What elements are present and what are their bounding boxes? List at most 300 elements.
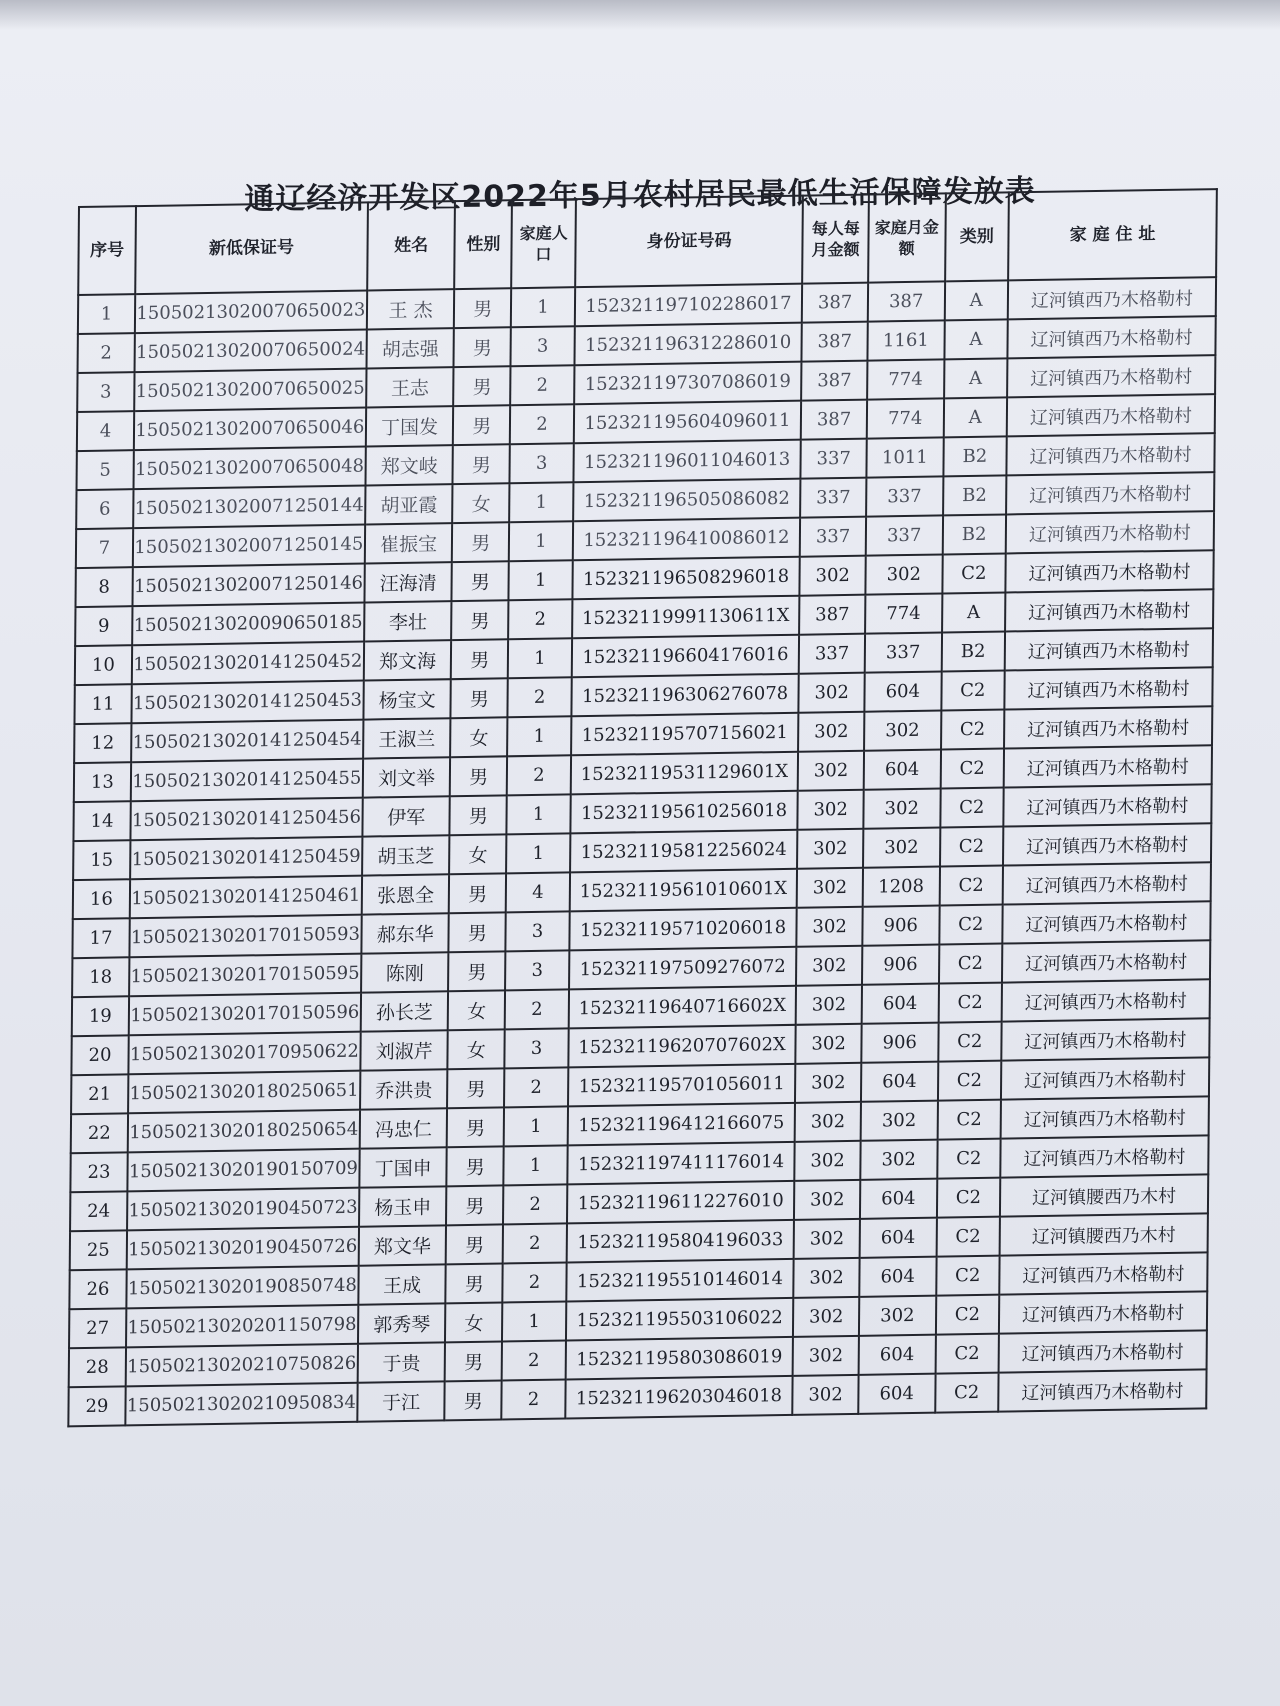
cell-sex: 男 [449, 873, 506, 913]
cell-monthly: 604 [859, 1335, 936, 1375]
cell-idno: 152321195803086019 [565, 1337, 793, 1380]
cell-sex: 男 [446, 1224, 503, 1264]
cell-family: 4 [506, 872, 570, 912]
cell-type: C2 [937, 1100, 1001, 1140]
cell-per: 302 [795, 1141, 861, 1181]
cell-monthly: 387 [868, 281, 945, 321]
cell-monthly: 302 [860, 1140, 937, 1180]
cell-sex: 男 [446, 1263, 503, 1303]
cell-sex: 男 [454, 327, 511, 367]
cell-monthly: 302 [863, 828, 940, 868]
header-type: 类别 [945, 192, 1009, 281]
cell-name: 王 杰 [367, 289, 455, 329]
cell-per: 302 [797, 829, 863, 869]
cell-cert: 15050213020141250456 [130, 798, 362, 841]
cell-family: 3 [505, 1028, 569, 1068]
cell-sex: 女 [449, 834, 506, 874]
cell-sex: 男 [449, 912, 506, 952]
cell-family: 1 [504, 1145, 568, 1185]
cell-seq: 25 [70, 1230, 127, 1270]
cell-type: C2 [935, 1295, 999, 1335]
cell-sex: 男 [447, 1107, 504, 1147]
cell-seq: 5 [77, 450, 134, 490]
cell-cert: 15050213020070650025 [134, 368, 366, 411]
cell-name: 郑文华 [359, 1225, 447, 1265]
cell-type: C2 [935, 1334, 999, 1374]
cell-name: 孙长芝 [361, 991, 449, 1031]
header-name: 姓名 [367, 201, 455, 290]
cell-family: 1 [508, 638, 572, 678]
cell-idno: 152321196412166075 [567, 1103, 795, 1146]
cell-name: 于贵 [358, 1342, 446, 1382]
cell-idno: 152321196505086082 [573, 479, 801, 522]
cell-addr: 辽河镇腰西乃木村 [1000, 1174, 1208, 1216]
cell-idno: 152321195604096011 [574, 401, 802, 444]
cell-name: 王成 [358, 1264, 446, 1304]
cell-monthly: 774 [867, 359, 944, 399]
cell-monthly: 302 [865, 554, 942, 594]
cell-type: C2 [937, 1178, 1001, 1218]
cell-name: 冯忠仁 [360, 1108, 448, 1148]
cell-monthly: 337 [866, 515, 943, 555]
cell-type: C2 [937, 1139, 1001, 1179]
cell-family: 1 [507, 716, 571, 756]
header-cert: 新低保证号 [135, 202, 368, 294]
cell-sex: 男 [454, 366, 511, 406]
cell-idno: 152321196508296018 [572, 557, 800, 600]
cell-idno: 15232119620707602X [568, 1025, 796, 1068]
cell-addr: 辽河镇西乃木格勒村 [1003, 862, 1211, 904]
cell-idno: 152321195701056011 [568, 1064, 796, 1107]
cell-family: 1 [502, 1301, 566, 1341]
cell-monthly: 302 [864, 711, 941, 751]
cell-seq: 28 [69, 1347, 126, 1387]
cell-type: C2 [936, 1217, 1000, 1257]
cell-type: C2 [938, 1022, 1002, 1062]
cell-type: C2 [941, 671, 1005, 711]
cell-idno: 15232119561010601X [569, 869, 797, 912]
cell-seq: 16 [73, 879, 130, 919]
cell-idno: 152321196011046013 [573, 440, 801, 483]
cell-addr: 辽河镇西乃木格勒村 [1004, 745, 1212, 787]
cell-family: 2 [507, 755, 571, 795]
cell-addr: 辽河镇西乃木格勒村 [1002, 901, 1210, 943]
cell-per: 302 [796, 985, 862, 1025]
cell-seq: 8 [75, 567, 132, 607]
cell-monthly: 604 [861, 1062, 938, 1102]
cell-family: 2 [508, 677, 572, 717]
cell-family: 1 [506, 833, 570, 873]
cell-sex: 男 [453, 444, 510, 484]
cell-sex: 男 [445, 1380, 502, 1420]
cell-cert: 15050213020141250455 [131, 759, 363, 802]
cell-seq: 14 [73, 801, 130, 841]
cell-addr: 辽河镇西乃木格勒村 [1006, 433, 1214, 475]
cell-per: 302 [797, 868, 863, 908]
cell-type: C2 [941, 710, 1005, 750]
cell-type: C2 [935, 1373, 999, 1413]
cell-monthly: 604 [864, 671, 941, 711]
cell-per: 302 [793, 1336, 859, 1376]
cell-monthly: 1011 [866, 437, 943, 477]
cell-sex: 男 [445, 1341, 502, 1381]
header-idno: 身份证号码 [575, 196, 803, 288]
cell-sex: 男 [453, 405, 510, 445]
cell-family: 3 [506, 911, 570, 951]
cell-seq: 13 [74, 762, 131, 802]
cell-sex: 男 [452, 600, 509, 640]
cell-addr: 辽河镇西乃木格勒村 [999, 1330, 1207, 1372]
cell-monthly: 604 [862, 984, 939, 1024]
cell-seq: 27 [69, 1308, 126, 1348]
cell-per: 337 [801, 439, 867, 479]
cell-monthly: 302 [861, 1101, 938, 1141]
cell-addr: 辽河镇西乃木格勒村 [1002, 940, 1210, 982]
cell-addr: 辽河镇西乃木格勒村 [1007, 316, 1215, 358]
cell-cert: 15050213020170150593 [129, 915, 361, 958]
cell-addr: 辽河镇西乃木格勒村 [1005, 550, 1213, 592]
cell-monthly: 906 [861, 1023, 938, 1063]
cell-seq: 1 [78, 294, 135, 334]
cell-sex: 女 [450, 717, 507, 757]
cell-sex: 男 [450, 756, 507, 796]
cell-seq: 7 [76, 528, 133, 568]
cell-family: 2 [510, 404, 574, 444]
cell-cert: 15050213020190150709 [127, 1149, 359, 1192]
cell-name: 丁国发 [366, 406, 454, 446]
cell-family: 2 [504, 1067, 568, 1107]
cell-cert: 15050213020070650024 [134, 329, 366, 372]
cell-name: 郑文岐 [365, 445, 453, 485]
cell-monthly: 302 [863, 789, 940, 829]
cell-monthly: 604 [859, 1257, 936, 1297]
cell-idno: 152321196604176016 [571, 635, 799, 678]
cell-per: 337 [799, 634, 865, 674]
cell-cert: 15050213020170950622 [128, 1032, 360, 1075]
cell-sex: 女 [448, 990, 505, 1030]
cell-cert: 15050213020070650023 [135, 290, 367, 333]
cell-idno: 152321195804196033 [566, 1220, 794, 1263]
cell-seq: 24 [70, 1191, 127, 1231]
cell-seq: 20 [71, 1035, 128, 1075]
cell-per: 302 [795, 1063, 861, 1103]
cell-monthly: 302 [859, 1296, 936, 1336]
cell-type: C2 [939, 866, 1003, 906]
header-addr: 家 庭 住 址 [1008, 189, 1217, 280]
cell-type: C2 [942, 553, 1006, 593]
cell-monthly: 604 [858, 1374, 935, 1414]
cell-seq: 9 [75, 606, 132, 646]
cell-name: 胡亚霞 [365, 484, 453, 524]
cell-sex: 男 [452, 561, 509, 601]
cell-type: A [944, 358, 1008, 398]
cell-cert: 15050213020190450726 [127, 1227, 359, 1270]
cell-idno: 152321195510146014 [566, 1259, 794, 1302]
cell-monthly: 337 [866, 476, 943, 516]
cell-cert: 15050213020180250651 [128, 1071, 360, 1114]
cell-family: 2 [510, 365, 574, 405]
cell-family: 2 [508, 599, 572, 639]
cell-seq: 11 [74, 684, 131, 724]
cell-per: 337 [800, 478, 866, 518]
cell-type: C2 [938, 1061, 1002, 1101]
cell-per: 302 [794, 1258, 860, 1298]
cell-sex: 男 [447, 1068, 504, 1108]
cell-addr: 辽河镇西乃木格勒村 [1001, 1018, 1209, 1060]
cell-per: 302 [798, 751, 864, 791]
table-body [68, 277, 1216, 1426]
cell-per: 302 [793, 1375, 859, 1415]
cell-family: 2 [503, 1223, 567, 1263]
cell-cert: 15050213020071250145 [133, 525, 365, 568]
cell-idno: 152321196112276010 [567, 1181, 795, 1224]
cell-addr: 辽河镇西乃木格勒村 [999, 1252, 1207, 1294]
cell-idno: 152321196312286010 [574, 323, 802, 366]
cell-name: 李壮 [364, 601, 452, 641]
cell-idno: 152321195610256018 [570, 791, 798, 834]
cell-seq: 3 [77, 372, 134, 412]
top-shadow [0, 0, 1280, 30]
cell-addr: 辽河镇西乃木格勒村 [1005, 628, 1213, 670]
cell-idno: 152321195503106022 [566, 1298, 794, 1341]
cell-per: 302 [794, 1219, 860, 1259]
cell-cert: 15050213020201150798 [126, 1305, 358, 1348]
cell-family: 2 [502, 1379, 566, 1419]
cell-per: 387 [802, 283, 868, 323]
cell-cert: 15050213020141250459 [130, 837, 362, 880]
cell-monthly: 604 [864, 750, 941, 790]
cell-addr: 辽河镇西乃木格勒村 [1004, 706, 1212, 748]
cell-name: 杨宝文 [363, 679, 451, 719]
cell-type: C2 [940, 749, 1004, 789]
cell-type: C2 [938, 983, 1002, 1023]
cell-idno: 15232119531129601X [570, 752, 798, 795]
cell-type: A [942, 592, 1006, 632]
cell-cert: 15050213020190450723 [127, 1188, 359, 1231]
cell-family: 2 [503, 1184, 567, 1224]
cell-addr: 辽河镇西乃木格勒村 [1002, 979, 1210, 1021]
cell-family: 1 [509, 482, 573, 522]
cell-seq: 26 [69, 1269, 126, 1309]
cell-seq: 19 [72, 996, 129, 1036]
cell-seq: 12 [74, 723, 131, 763]
cell-family: 1 [509, 521, 573, 561]
cell-per: 387 [801, 361, 867, 401]
cell-cert: 15050213020170150596 [129, 993, 361, 1036]
cell-idno: 152321197509276072 [569, 947, 797, 990]
cell-family: 3 [511, 326, 575, 366]
cell-idno: 152321197307086019 [574, 362, 802, 405]
cell-type: C2 [939, 944, 1003, 984]
cell-cert: 15050213020090650185 [132, 603, 364, 646]
cell-cert: 15050213020210950834 [125, 1383, 357, 1426]
cell-per: 302 [798, 712, 864, 752]
cell-seq: 17 [72, 918, 129, 958]
cell-addr: 辽河镇西乃木格勒村 [1007, 355, 1215, 397]
cell-cert: 15050213020141250461 [130, 876, 362, 919]
cell-monthly: 774 [867, 398, 944, 438]
cell-idno: 152321197102286017 [575, 284, 803, 327]
cell-sex: 女 [445, 1302, 502, 1342]
cell-name: 张恩全 [362, 874, 450, 914]
cell-idno: 152321195707156021 [571, 713, 799, 756]
cell-addr: 辽河镇西乃木格勒村 [999, 1291, 1207, 1333]
cell-family: 3 [505, 950, 569, 990]
header-family: 家庭人口 [511, 199, 575, 288]
cell-monthly: 906 [862, 906, 939, 946]
cell-cert: 15050213020141250452 [132, 642, 364, 685]
cell-monthly: 906 [862, 945, 939, 985]
cell-monthly: 774 [865, 593, 942, 633]
cell-name: 杨玉申 [359, 1186, 447, 1226]
cell-name: 刘淑芹 [360, 1030, 448, 1070]
cell-cert: 15050213020141250453 [131, 681, 363, 724]
cell-family: 2 [505, 989, 569, 1029]
cell-per: 302 [795, 1102, 861, 1142]
table-container [67, 188, 1218, 1427]
cell-addr: 辽河镇西乃木格勒村 [1007, 394, 1215, 436]
cell-sex: 男 [451, 678, 508, 718]
cell-addr: 辽河镇西乃木格勒村 [1004, 667, 1212, 709]
cell-sex: 男 [448, 951, 505, 991]
cell-seq: 21 [71, 1074, 128, 1114]
cell-idno: 152321196203046018 [565, 1376, 793, 1419]
cell-type: A [944, 280, 1008, 320]
header-monthly: 家庭月金额 [868, 193, 945, 282]
cell-per: 337 [800, 517, 866, 557]
cell-seq: 10 [75, 645, 132, 685]
cell-name: 崔振宝 [365, 523, 453, 563]
cell-name: 刘文举 [363, 757, 451, 797]
cell-cert: 15050213020190850748 [126, 1266, 358, 1309]
cell-per: 387 [802, 322, 868, 362]
cell-type: B2 [943, 475, 1007, 515]
cell-per: 302 [800, 556, 866, 596]
cell-name: 郑文海 [364, 640, 452, 680]
cell-type: B2 [942, 514, 1006, 554]
cell-cert: 15050213020070650046 [134, 408, 366, 451]
cell-seq: 15 [73, 840, 130, 880]
cell-addr: 辽河镇西乃木格勒村 [1003, 823, 1211, 865]
cell-name: 于江 [357, 1381, 445, 1421]
cell-seq: 4 [77, 411, 134, 451]
cell-cert: 15050213020170150595 [129, 954, 361, 997]
cell-sex: 男 [452, 522, 509, 562]
cell-seq: 29 [68, 1386, 125, 1426]
cell-name: 胡志强 [366, 328, 454, 368]
cell-family: 3 [510, 443, 574, 483]
cell-idno: 152321196410086012 [573, 518, 801, 561]
cell-type: C2 [936, 1256, 1000, 1296]
cell-sex: 男 [447, 1146, 504, 1186]
cell-name: 伊军 [362, 796, 450, 836]
cell-name: 乔洪贵 [360, 1069, 448, 1109]
cell-name: 郭秀琴 [358, 1303, 446, 1343]
cell-family: 1 [507, 794, 571, 834]
cell-addr: 辽河镇西乃木格勒村 [998, 1369, 1206, 1411]
cell-seq: 6 [76, 489, 133, 529]
cell-seq: 18 [72, 957, 129, 997]
cell-per: 302 [799, 673, 865, 713]
cell-type: C2 [939, 905, 1003, 945]
cell-monthly: 604 [860, 1179, 937, 1219]
cell-monthly: 1161 [867, 320, 944, 360]
cell-idno: 152321195812256024 [570, 830, 798, 873]
cell-family: 1 [509, 560, 573, 600]
cell-addr: 辽河镇腰西乃木村 [1000, 1213, 1208, 1255]
cell-addr: 辽河镇西乃木格勒村 [1006, 511, 1214, 553]
cell-family: 1 [504, 1106, 568, 1146]
cell-per: 387 [799, 595, 865, 635]
cell-cert: 15050213020141250454 [131, 720, 363, 763]
cell-family: 2 [503, 1262, 567, 1302]
header-sex: 性别 [455, 200, 513, 289]
cell-monthly: 604 [860, 1218, 937, 1258]
cell-addr: 辽河镇西乃木格勒村 [1005, 589, 1213, 631]
header-per: 每人每月金额 [802, 195, 868, 284]
cell-per: 302 [797, 907, 863, 947]
cell-cert: 15050213020070650048 [133, 447, 365, 490]
cell-sex: 男 [454, 288, 511, 328]
cell-sex: 女 [448, 1029, 505, 1069]
cell-addr: 辽河镇西乃木格勒村 [1006, 472, 1214, 514]
cell-idno: 152321196306276078 [571, 674, 799, 717]
cell-family: 1 [511, 287, 575, 327]
cell-type: B2 [941, 631, 1005, 671]
cell-addr: 辽河镇西乃木格勒村 [1001, 1096, 1209, 1138]
cell-monthly: 1208 [863, 867, 940, 907]
cell-sex: 男 [451, 639, 508, 679]
cell-per: 387 [801, 400, 867, 440]
cell-per: 302 [798, 790, 864, 830]
cell-name: 汪海清 [364, 562, 452, 602]
cell-per: 302 [796, 1024, 862, 1064]
cell-addr: 辽河镇西乃木格勒村 [1008, 277, 1216, 319]
cell-name: 胡玉芝 [362, 835, 450, 875]
cell-family: 2 [502, 1340, 566, 1380]
cell-per: 302 [793, 1297, 859, 1337]
cell-idno: 15232119991130611X [572, 596, 800, 639]
cell-name: 郝东华 [361, 913, 449, 953]
cell-per: 302 [794, 1180, 860, 1220]
cell-addr: 辽河镇西乃木格勒村 [1001, 1057, 1209, 1099]
allowance-table [67, 188, 1218, 1427]
document-title: 通辽经济开发区2022年5月农村居民最低生活保障发放表 [244, 173, 1036, 218]
cell-per: 302 [796, 946, 862, 986]
cell-monthly: 337 [865, 632, 942, 672]
header-seq: 序号 [78, 206, 136, 295]
cell-type: A [944, 319, 1008, 359]
cell-seq: 22 [71, 1113, 128, 1153]
cell-sex: 男 [446, 1185, 503, 1225]
cell-cert: 15050213020071250144 [133, 486, 365, 529]
cell-sex: 男 [450, 795, 507, 835]
cell-name: 王淑兰 [363, 718, 451, 758]
cell-name: 陈刚 [361, 952, 449, 992]
cell-name: 王志 [366, 367, 454, 407]
cell-type: B2 [943, 436, 1007, 476]
cell-cert: 15050213020180250654 [128, 1110, 360, 1153]
cell-seq: 2 [78, 333, 135, 373]
cell-type: A [943, 397, 1007, 437]
cell-idno: 152321197411176014 [567, 1142, 795, 1185]
cell-cert: 15050213020071250146 [132, 564, 364, 607]
cell-idno: 15232119640716602X [568, 986, 796, 1029]
cell-seq: 23 [70, 1152, 127, 1192]
cell-type: C2 [940, 827, 1004, 867]
cell-sex: 女 [453, 483, 510, 523]
cell-addr: 辽河镇西乃木格勒村 [1003, 784, 1211, 826]
